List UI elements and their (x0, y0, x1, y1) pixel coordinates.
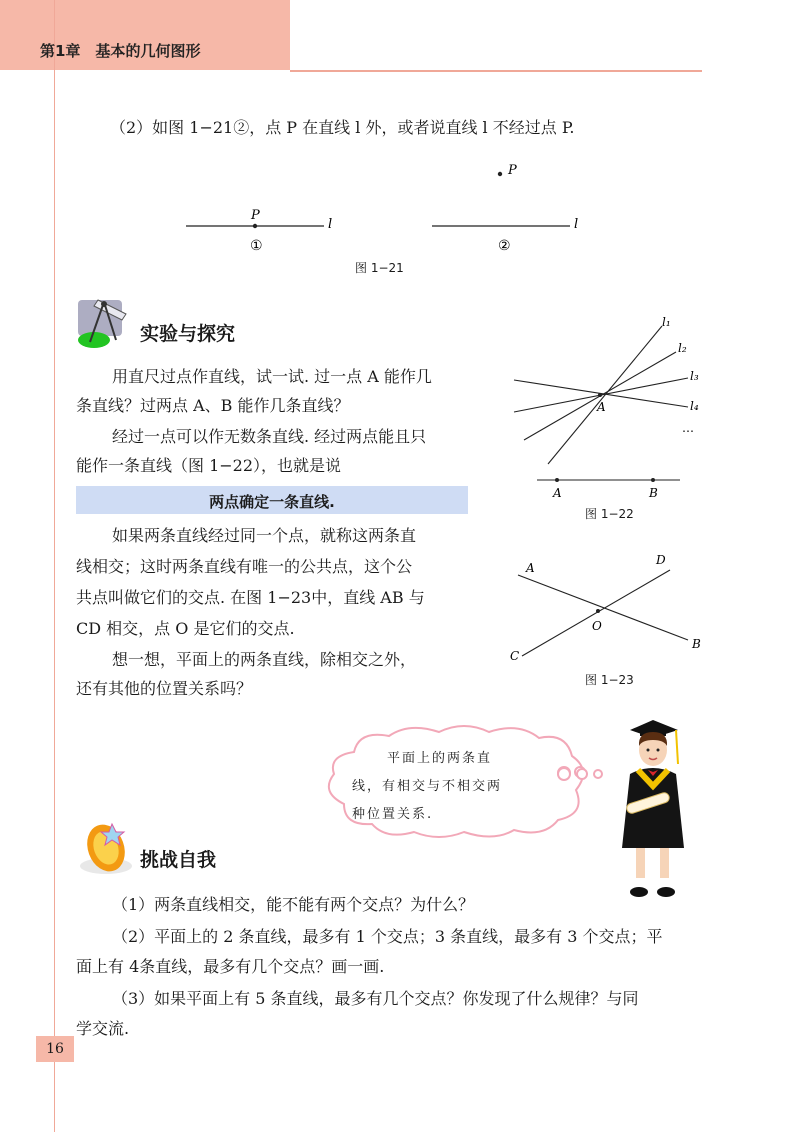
fig22-label-a: A (597, 400, 606, 414)
challenge-q3-line1: （3）如果平面上有 5 条直线，最多有几个交点？你发现了什么规律？与同 (112, 989, 639, 1008)
page-number: 16 (36, 1036, 74, 1062)
fig22-label-l1: l₁ (662, 315, 671, 329)
fig23-point-o (596, 609, 600, 613)
bubble-line1: 平面上的两条直 (387, 751, 493, 766)
exp-p1-line2: 条直线？过两点 A、B 能作几条直线？ (76, 396, 350, 415)
exp-p3-line3: 共点叫做它们的交点. 在图 1−23中，直线 AB 与 (76, 588, 425, 607)
key-fact-text: 两点确定一条直线. (209, 493, 335, 511)
fig21-label-l2: l (574, 217, 579, 232)
experiment-title: 实验与探究 (140, 323, 236, 345)
fig22-point-a (598, 393, 602, 397)
exp-p3-line1: 如果两条直线经过同一个点，就称这两条直 (112, 526, 417, 545)
exp-p2-line1: 经过一点可以作无数条直线. 经过两点能且只 (112, 427, 427, 446)
graduate-girl-illustration (612, 716, 694, 902)
fig22-caption: 图 1−22 (585, 507, 634, 521)
bubble-trail-icon (556, 764, 612, 784)
fig22-label-l4: l₄ (690, 399, 699, 413)
challenge-q2-line1: （2）平面上的 2 条直线，最多有 1 个交点；3 条直线，最多有 3 个交点；平 (112, 927, 663, 946)
fig23-label-c: C (510, 649, 520, 663)
fig23-line-ab (518, 575, 688, 640)
figure-1-22 (0, 0, 800, 540)
fig21-caption: 图 1−21 (355, 261, 404, 275)
bubble-line2: 线，有相交与不相交两 (352, 779, 503, 794)
exp-p4-line1: 想一想，平面上的两条直线，除相交之外， (112, 650, 417, 669)
fig22-point-b (651, 478, 655, 482)
fig22-label-a-bottom: A (553, 486, 562, 500)
challenge-q3-line2: 学交流. (76, 1019, 130, 1038)
chapter-title: 第1章 基本的几何图形 (40, 42, 201, 60)
fig23-label-b: B (692, 637, 701, 651)
fig21-label-circle-2: ② (498, 238, 511, 254)
fig21-label-p1: P (251, 208, 260, 223)
fig22-label-dots: … (682, 421, 694, 435)
fig23-caption: 图 1−23 (585, 673, 634, 687)
figure-1-23 (0, 540, 800, 680)
exp-p1-line1: 用直尺过点作直线，试一试. 过一点 A 能作几 (112, 367, 432, 386)
fig22-label-l3: l₃ (690, 369, 699, 383)
fig21-label-p2: P (508, 163, 517, 178)
exp-p4-line2: 还有其他的位置关系吗？ (76, 679, 253, 698)
fig22-label-b: B (649, 486, 658, 500)
exp-p3-line2: 线相交；这时两条直线有唯一的公共点，这个公 (76, 557, 413, 576)
challenge-title: 挑战自我 (140, 849, 217, 871)
fig22-point-a-bottom (555, 478, 559, 482)
bubble-line3: 种位置关系. (352, 807, 434, 822)
challenge-q1: （1）两条直线相交，能不能有两个交点？为什么？ (112, 895, 475, 914)
exp-p2-line2: 能作一条直线（图 1−22），也就是说 (76, 456, 342, 475)
exp-p3-line4: CD 相交，点 O 是它们的交点. (76, 619, 295, 638)
fig22-label-l2: l₂ (678, 341, 687, 355)
fig22-line-l1 (548, 326, 662, 464)
intro-line: （2）如图 1−21②，点 P 在直线 l 外，或者说直线 l 不经过点 P. (110, 118, 575, 137)
challenge-q2-line2: 面上有 4条直线，最多有几个交点？画一画. (76, 957, 385, 976)
fig23-label-a: A (526, 561, 535, 575)
fig23-line-cd (522, 570, 670, 656)
fig23-label-o: O (592, 619, 602, 633)
challenge-badge-icon (78, 818, 134, 876)
fig21-label-circle-1: ① (250, 238, 263, 254)
fig23-label-d: D (656, 553, 666, 567)
fig21-label-l1: l (328, 217, 333, 232)
